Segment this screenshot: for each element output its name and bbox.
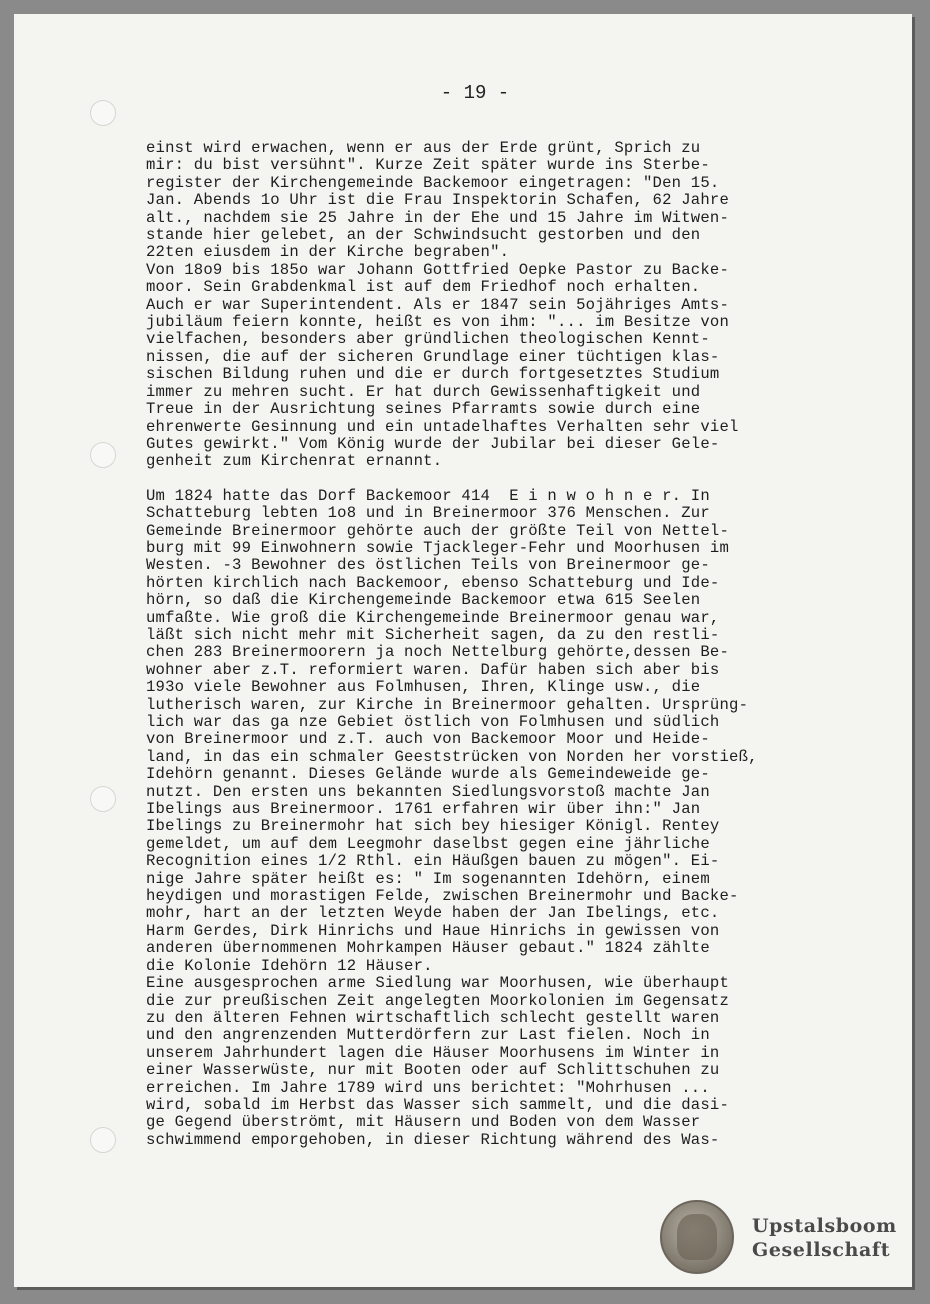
text-line: sischen Bildung ruhen und die er durch fortgesetztes Studium <box>146 365 720 384</box>
text-line: moor. Sein Grabdenkmal ist auf dem Friedhof noch erhalten. <box>146 278 701 297</box>
text-line: Gemeinde Breinermoor gehörte auch der größte Teil von Nettel- <box>146 521 730 540</box>
text-line: alt., nachdem sie 25 Jahre in der Ehe und 15 Jahre im Witwen- <box>146 208 730 227</box>
text-line: nissen, die auf der sicheren Grundlage einer tüchtigen klas- <box>146 347 720 366</box>
text-line: register der Kirchengemeinde Backemoor eingetragen: "Den 15. <box>146 173 720 192</box>
text-line: nutzt. Den ersten uns bekannten Siedlungsvorstoß machte Jan <box>146 782 710 801</box>
paragraph <box>146 488 862 975</box>
text-line: Auch er war Superintendent. Als er 1847 sein 5ojähriges Amts- <box>146 295 730 314</box>
text-line: von Breinermoor und z.T. auch von Backemoor Moor und Heide- <box>146 730 710 749</box>
text-line: stande hier gelebet, an der Schwindsucht gestorben und den <box>146 226 701 245</box>
text-line: ehrenwerte Gesinnung und ein untadelhaftes Verhalten sehr viel <box>146 417 739 436</box>
text-line: Gutes gewirkt." Vom König wurde der Jubilar bei dieser Gele- <box>146 434 720 453</box>
punch-hole-icon <box>90 100 116 126</box>
text-line: immer zu mehren sucht. Er hat durch Gewissenhaftigkeit und <box>146 382 701 401</box>
text-line: Ibelings aus Breinermoor. 1761 erfahren wir über ihn:" Jan <box>146 800 701 819</box>
text-line: umfaßte. Wie groß die Kirchengemeinde Breinermoor genau war, <box>146 608 720 627</box>
brand-line-2: Gesellschaft <box>752 1239 891 1261</box>
paragraph <box>146 975 862 1149</box>
paragraph <box>146 262 862 471</box>
text-line: genheit zum Kirchenrat ernannt. <box>146 452 443 471</box>
text-line: Ibelings zu Breinermohr hat sich bey hiesiger Königl. Rentey <box>146 817 720 836</box>
text-line: hörn, so daß die Kirchengemeinde Backemoor etwa 615 Seelen <box>146 591 701 610</box>
text-line: chen 283 Breinermoorern ja noch Nettelburg gehörte,dessen Be- <box>146 643 730 662</box>
text-line: Westen. -3 Bewohner des östlichen Teils von Breinermoor ge- <box>146 556 710 575</box>
punch-hole-icon <box>90 786 116 812</box>
text-line: lich war das ga nze Gebiet östlich von Folmhusen und südlich <box>146 713 720 731</box>
text-line: jubiläum feiern konnte, heißt es von ihm: "... im Besitze von <box>146 313 730 332</box>
publisher-logo <box>752 1214 912 1262</box>
document-body <box>146 140 862 1149</box>
text-line: Eine ausgesprochen arme Siedlung war Moorhusen, wie überhaupt <box>146 974 730 993</box>
text-line: die zur preußischen Zeit angelegten Moorkolonien im Gegensatz <box>146 991 730 1010</box>
text-line: anderen übernommenen Mohrkampen Häuser gebaut." 1824 zählte <box>146 939 710 958</box>
text-line: 193o viele Bewohner aus Folmhusen, Ihren, Klinge usw., die <box>146 678 701 697</box>
text-line: Treue in der Ausrichtung seines Pfarramts sowie durch eine <box>146 400 701 419</box>
text-line: burg mit 99 Einwohnern sowie Tjackleger-Fehr und Moorhusen im <box>146 538 730 557</box>
punch-hole-icon <box>90 442 116 468</box>
text-line: nige Jahre später heißt es: " Im sogenannten Idehörn, einem <box>146 869 710 888</box>
text-line: hörten kirchlich nach Backemoor, ebenso Schatteburg und Ide- <box>146 573 720 592</box>
text-line: ge Gegend überströmt, mit Häusern und Boden von dem Wasser <box>146 1113 701 1132</box>
text-line: einer Wasserwüste, nur mit Booten oder auf Schlittschuhen zu <box>146 1061 720 1080</box>
text-line: zu den älteren Fehnen wirtschaftlich schlecht gestellt waren <box>146 1008 720 1027</box>
text-line: Jan. Abends 1o Uhr ist die Frau Inspektorin Schafen, 62 Jahre <box>146 191 730 210</box>
text-line: Harm Gerdes, Dirk Hinrichs und Haue Hinrichs in gewissen von <box>146 921 720 940</box>
text-line: Um 1824 hatte das Dorf Backemoor 414 E i n w o h n e r. In <box>146 486 710 505</box>
text-line: mohr, hart an der letzten Weyde haben der Jan Ibelings, etc. <box>146 904 720 923</box>
upstalsboom-seal-icon <box>660 1200 734 1274</box>
text-line: 22ten eiusdem in der Kirche begraben". <box>146 243 510 262</box>
text-line: wohner aber z.T. reformiert waren. Dafür haben sich aber bis <box>146 660 720 679</box>
paragraph <box>146 140 862 262</box>
text-line: einst wird erwachen, wenn er aus der Erde grünt, Sprich zu <box>146 139 701 157</box>
text-line: die Kolonie Idehörn 12 Häuser. <box>146 956 433 975</box>
page-number: - 19 - <box>440 82 510 104</box>
punch-hole-icon <box>90 1127 116 1153</box>
text-line: Von 18o9 bis 185o war Johann Gottfried Oepke Pastor zu Backe- <box>146 260 730 279</box>
text-line: schwimmend emporgehoben, in dieser Richtung während des Was- <box>146 1130 720 1149</box>
brand-line-1: Upstalsboom <box>752 1215 897 1237</box>
text-line: mir: du bist versühnt". Kurze Zeit später wurde ins Sterbe- <box>146 156 710 175</box>
text-line: Schatteburg lebten 1o8 und in Breinermoor 376 Menschen. Zur <box>146 504 710 523</box>
text-line: läßt sich nicht mehr mit Sicherheit sagen, da zu den restli- <box>146 625 720 644</box>
text-line: Recognition eines 1/2 Rthl. ein Häußgen bauen zu mögen". Ei- <box>146 852 720 871</box>
text-line: lutherisch waren, zur Kirche in Breinermoor gehalten. Ursprüng- <box>146 695 749 714</box>
text-line: heydigen und morastigen Felde, zwischen Breinermohr und Backe- <box>146 887 739 906</box>
text-line: wird, sobald im Herbst das Wasser sich sammelt, und die dasi- <box>146 1095 730 1114</box>
text-line: land, in das ein schmaler Geeststrücken von Norden her vorstieß, <box>146 747 758 766</box>
text-line: und den angrenzenden Mutterdörfern zur Last fielen. Noch in <box>146 1026 710 1045</box>
text-line: vielfachen, besonders aber gründlichen theologischen Kennt- <box>146 330 710 349</box>
text-line: unserem Jahrhundert lagen die Häuser Moorhusens im Winter in <box>146 1043 720 1062</box>
text-line: Idehörn genannt. Dieses Gelände wurde als Gemeindeweide ge- <box>146 765 710 784</box>
text-line: erreichen. Im Jahre 1789 wird uns berichtet: "Mohrhusen ... <box>146 1078 710 1097</box>
text-line: gemeldet, um auf dem Leegmohr daselbst gegen eine jährliche <box>146 834 710 853</box>
